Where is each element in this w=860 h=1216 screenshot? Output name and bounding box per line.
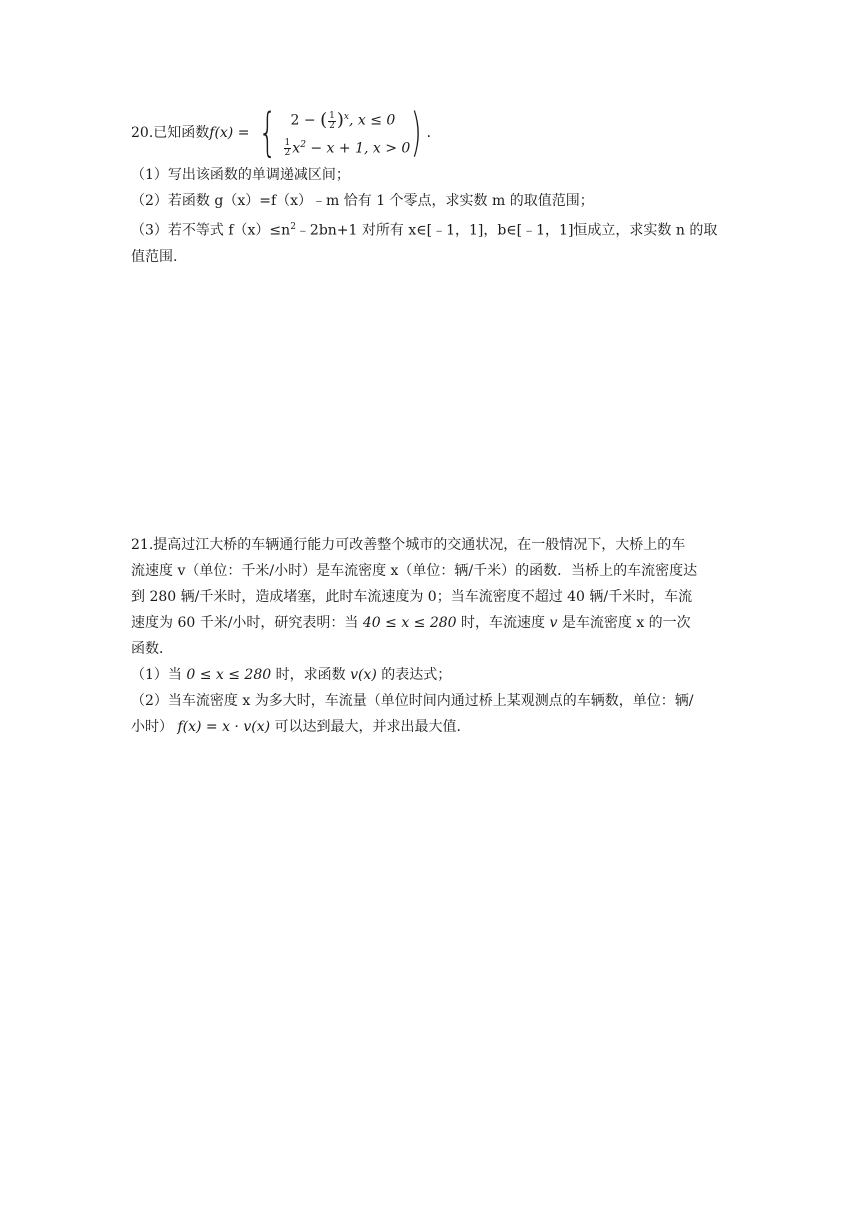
case-2: $\frac{1}{2}$ $x^2 - x + 1$, x > 0 bbox=[284, 138, 411, 159]
problem-21-question-1: （1）当 0 ≤ x ≤ 280 时，求函数 v(x) 的表达式； bbox=[131, 667, 452, 683]
problem-21-line-2: 流速度 v（单位：千米/小时）是车流密度 x（单位：辆/千米）的函数．当桥上的车流密度达 bbox=[131, 563, 698, 579]
problem-20-intro: 已知函数 bbox=[153, 125, 210, 141]
problem-21-question-2: （2）当车流密度 x 为多大时，车流量（单位时间内通过桥上某观测点的车辆数，单位：辆/ bbox=[131, 693, 694, 709]
fraction-one-half: $\frac{1}{2}$ bbox=[329, 110, 335, 131]
question-3: （3）若不等式 $f(x)\le n^2﹣2bn+1$ 对所有 x∈[﹣1，1]，b∈[﹣1，1]恒成立，求实数 n 的取 bbox=[131, 222, 718, 239]
inequality-range: 40 ≤ x ≤ 280 bbox=[362, 615, 457, 631]
statement-end: ． bbox=[426, 125, 441, 141]
function-name: f(x) = bbox=[209, 125, 250, 141]
case-1: 2 − ( $\frac{1}{2}$ )$^x$, x ≤ 0 bbox=[290, 110, 396, 131]
flow-function: f(x) = x · v(x) bbox=[177, 719, 271, 735]
right-brace: ) bbox=[410, 103, 423, 163]
left-brace: { bbox=[258, 103, 278, 163]
piecewise-cases bbox=[283, 105, 411, 160]
problem-21-line-4: 速度为 60 千米/小时，研究表明：当 40 ≤ x ≤ 280 时，车流速度 v 是车流密度 x 的一次 bbox=[131, 615, 691, 631]
domain-range: 0 ≤ x ≤ 280 bbox=[186, 667, 272, 683]
question-1: （1）写出该函数的单调递减区间； bbox=[131, 167, 350, 183]
question-2: （2）若函数 g（x）=f（x）﹣m 恰有 1 个零点，求实数 m 的取值范围； bbox=[131, 193, 594, 209]
fraction-one-half: $\frac{1}{2}$ bbox=[284, 138, 291, 159]
problem-21-question-2-continued: 小时） f(x) = x · v(x) 可以达到最大，并求出最大值． bbox=[131, 719, 471, 735]
problem-20-statement bbox=[131, 104, 731, 162]
speed-function: v(x) bbox=[350, 667, 377, 683]
speed-variable: v bbox=[549, 615, 558, 631]
problem-20-number: 20. bbox=[131, 125, 154, 141]
piecewise-function bbox=[251, 103, 426, 163]
question-3-continued: 值范围. bbox=[131, 248, 178, 265]
problem-21-line-3: 到 280 辆/千米时，造成堵塞，此时车流速度为 0；当车流密度不超过 40 辆/千米时，车流 bbox=[131, 589, 693, 605]
problem-21-line-5: 函数． bbox=[131, 641, 173, 657]
problem-20 bbox=[131, 104, 731, 270]
problem-21 bbox=[131, 532, 731, 740]
problem-21-line-1: 21.提高过江大桥的车辆通行能力可改善整个城市的交通状况，在一般情况下，大桥上的车 bbox=[131, 537, 686, 553]
